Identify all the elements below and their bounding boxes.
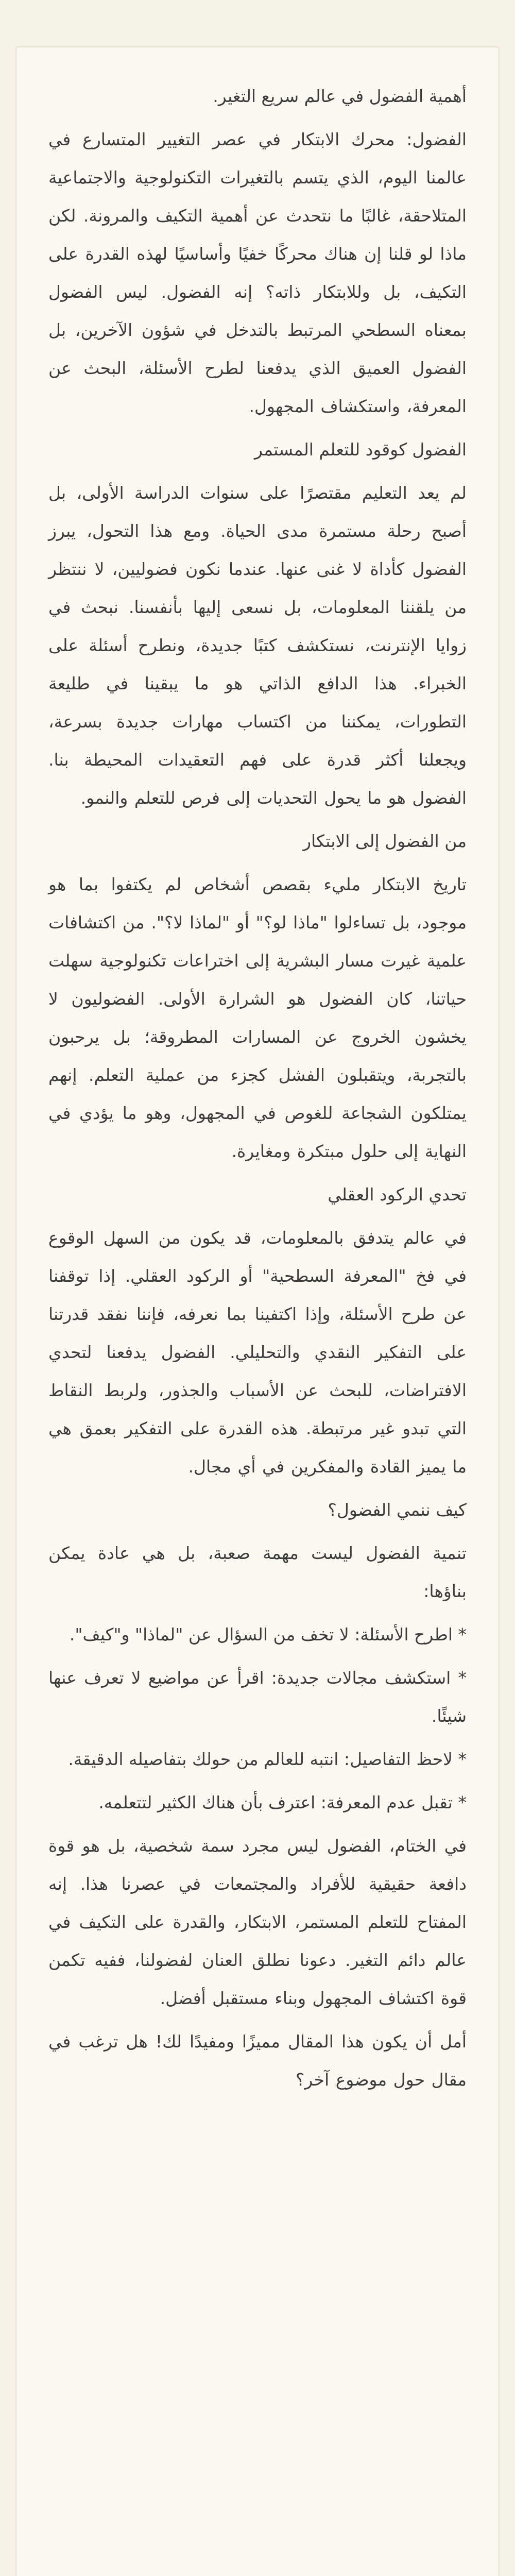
tip-item: * لاحظ التفاصيل: انتبه للعالم من حولك بتفاصيله الدقيقة.: [68, 1749, 467, 1769]
spacer: [48, 860, 467, 866]
tip-item: * استكشف مجالات جديدة: اقرأ عن مواضيع لا تعرف عنها شيئًا.: [48, 1668, 467, 1726]
spacer: [48, 469, 467, 474]
how-intro: تنمية الفضول ليست مهمة صعبة، بل هي عادة يمكن بناؤها:: [48, 1543, 467, 1601]
spacer: [48, 1529, 467, 1534]
closing-paragraph: أمل أن يكون هذا المقال مميزًا ومفيدًا لك! هل ترغب في مقال حول موضوع آخر؟: [48, 2031, 467, 2090]
tip-item: * اطرح الأسئلة: لا تخف من السؤال عن "لماذا" و"كيف".: [69, 1624, 467, 1645]
spacer: [48, 1214, 467, 1219]
note-title: أهمية الفضول في عالم سريع التغير.: [213, 86, 467, 106]
section-heading-learning: الفضول كوقود للتعلم المستمر: [254, 439, 467, 460]
tip-item: * تقبل عدم المعرفة: اعترف بأن هناك الكثير لتتعلمه.: [98, 1792, 467, 1812]
spacer: [48, 1611, 467, 1616]
how-heading: كيف ننمي الفضول؟: [328, 1500, 467, 1520]
spacer: [48, 1171, 467, 1176]
spacer: [48, 115, 467, 121]
intro-paragraph: الفضول: محرك الابتكار في عصر التغيير المتسارع في عالمنا اليوم، الذي يتسم بالتغيرات التكنولوجية والاجتماعية المتلاحقة، غالبًا ما نتحدث عن أهمية التكيف والمرونة. لكن ماذا لو قلنا إن هناك محركًا خفيًا وأساسيًا لهذه القدرة على التكيف، بل وللابتكار ذاته؟ إنه الفضول. ليس الفضول بمعناه السطحي المرتبط بالتدخل في شؤون الآخرين، بل الفضول العميق الذي يدفعنا لطرح الأسئلة، البحث عن المعرفة، واستكشاف المجهول.: [48, 129, 467, 416]
spacer: [48, 1778, 467, 1784]
spacer: [48, 2018, 467, 2023]
section-heading-innovation: من الفضول إلى الابتكار: [303, 831, 467, 851]
spacer: [48, 817, 467, 822]
spacer: [48, 1654, 467, 1659]
note-card: [15, 46, 500, 2576]
section-body-innovation: تاريخ الابتكار مليء بقصص أشخاص لم يكتفوا بما هو موجود، بل تساءلوا "ماذا لو؟" أو "لماذا لا؟". من اكتشافات علمية غيرت مسار البشرية إلى اختراعات تكنولوجية سهلت حياتنا، كان الفضول هو الشرارة الأولى. الفضوليون لا يخشون الخروج عن المسارات المطروقة؛ بل يرحبون بالتجربة، ويتقبلون الفشل كجزء من عملية التعلم. إنهم يمتلكون الشجاعة للغوص في المجهول، وهو ما يؤدي في النهاية إلى حلول مبتكرة ومغايرة.: [48, 874, 467, 1161]
spacer: [48, 1822, 467, 1827]
conclusion-paragraph: في الختام، الفضول ليس مجرد سمة شخصية، بل هو قوة دافعة حقيقية للأفراد والمجتمعات في عصرنا هذا. إنه المفتاح للتعلم المستمر، الابتكار، والقدرة على التكيف في عالم دائم التغير. دعونا نطلق العنان لفضولنا، ففيه تكمن قوة اكتشاف المجهول وبناء مستقبل أفضل.: [48, 1836, 467, 2008]
section-body-stagnation: في عالم يتدفق بالمعلومات، قد يكون من السهل الوقوع في فخ "المعرفة السطحية" أو الركود العقلي. إذا توقفنا عن طرح الأسئلة، وإذا اكتفينا بما نعرفه، فإننا نفقد قدرتنا على التفكير النقدي والتحليلي. الفضول يدفعنا لتحدي الافتراضات، للبحث عن الأسباب والجذور، ولربط النقاط التي تبدو غير مرتبطة. هذه القدرة على التفكير بعمق هي ما يميز القادة والمفكرين في أي مجال.: [48, 1228, 467, 1477]
spacer: [48, 1735, 467, 1740]
section-body-learning: لم يعد التعليم مقتصرًا على سنوات الدراسة الأولى، بل أصبح رحلة مستمرة مدى الحياة. ومع هذا التحول، يبرز الفضول كأداة لا غنى عنها. عندما نكون فضوليين، لا ننتظر من يلقننا المعلومات، بل نسعى إليها بأنفسنا. نبحث في زوايا الإنترنت، نستكشف كتبًا جديدة، ونطرح أسئلة على الخبراء. هذا الدافع الذاتي هو ما يبقينا في طليعة التطورات، يمكننا من اكتساب مهارات جديدة بسرعة، ويجعلنا أكثر قدرة على فهم التعقيدات المحيطة بنا. الفضول هو ما يحول التحديات إلى فرص للتعلم والنمو.: [48, 483, 467, 808]
spacer: [48, 1486, 467, 1491]
spacer: [48, 426, 467, 431]
section-heading-stagnation: تحدي الركود العقلي: [328, 1184, 467, 1205]
